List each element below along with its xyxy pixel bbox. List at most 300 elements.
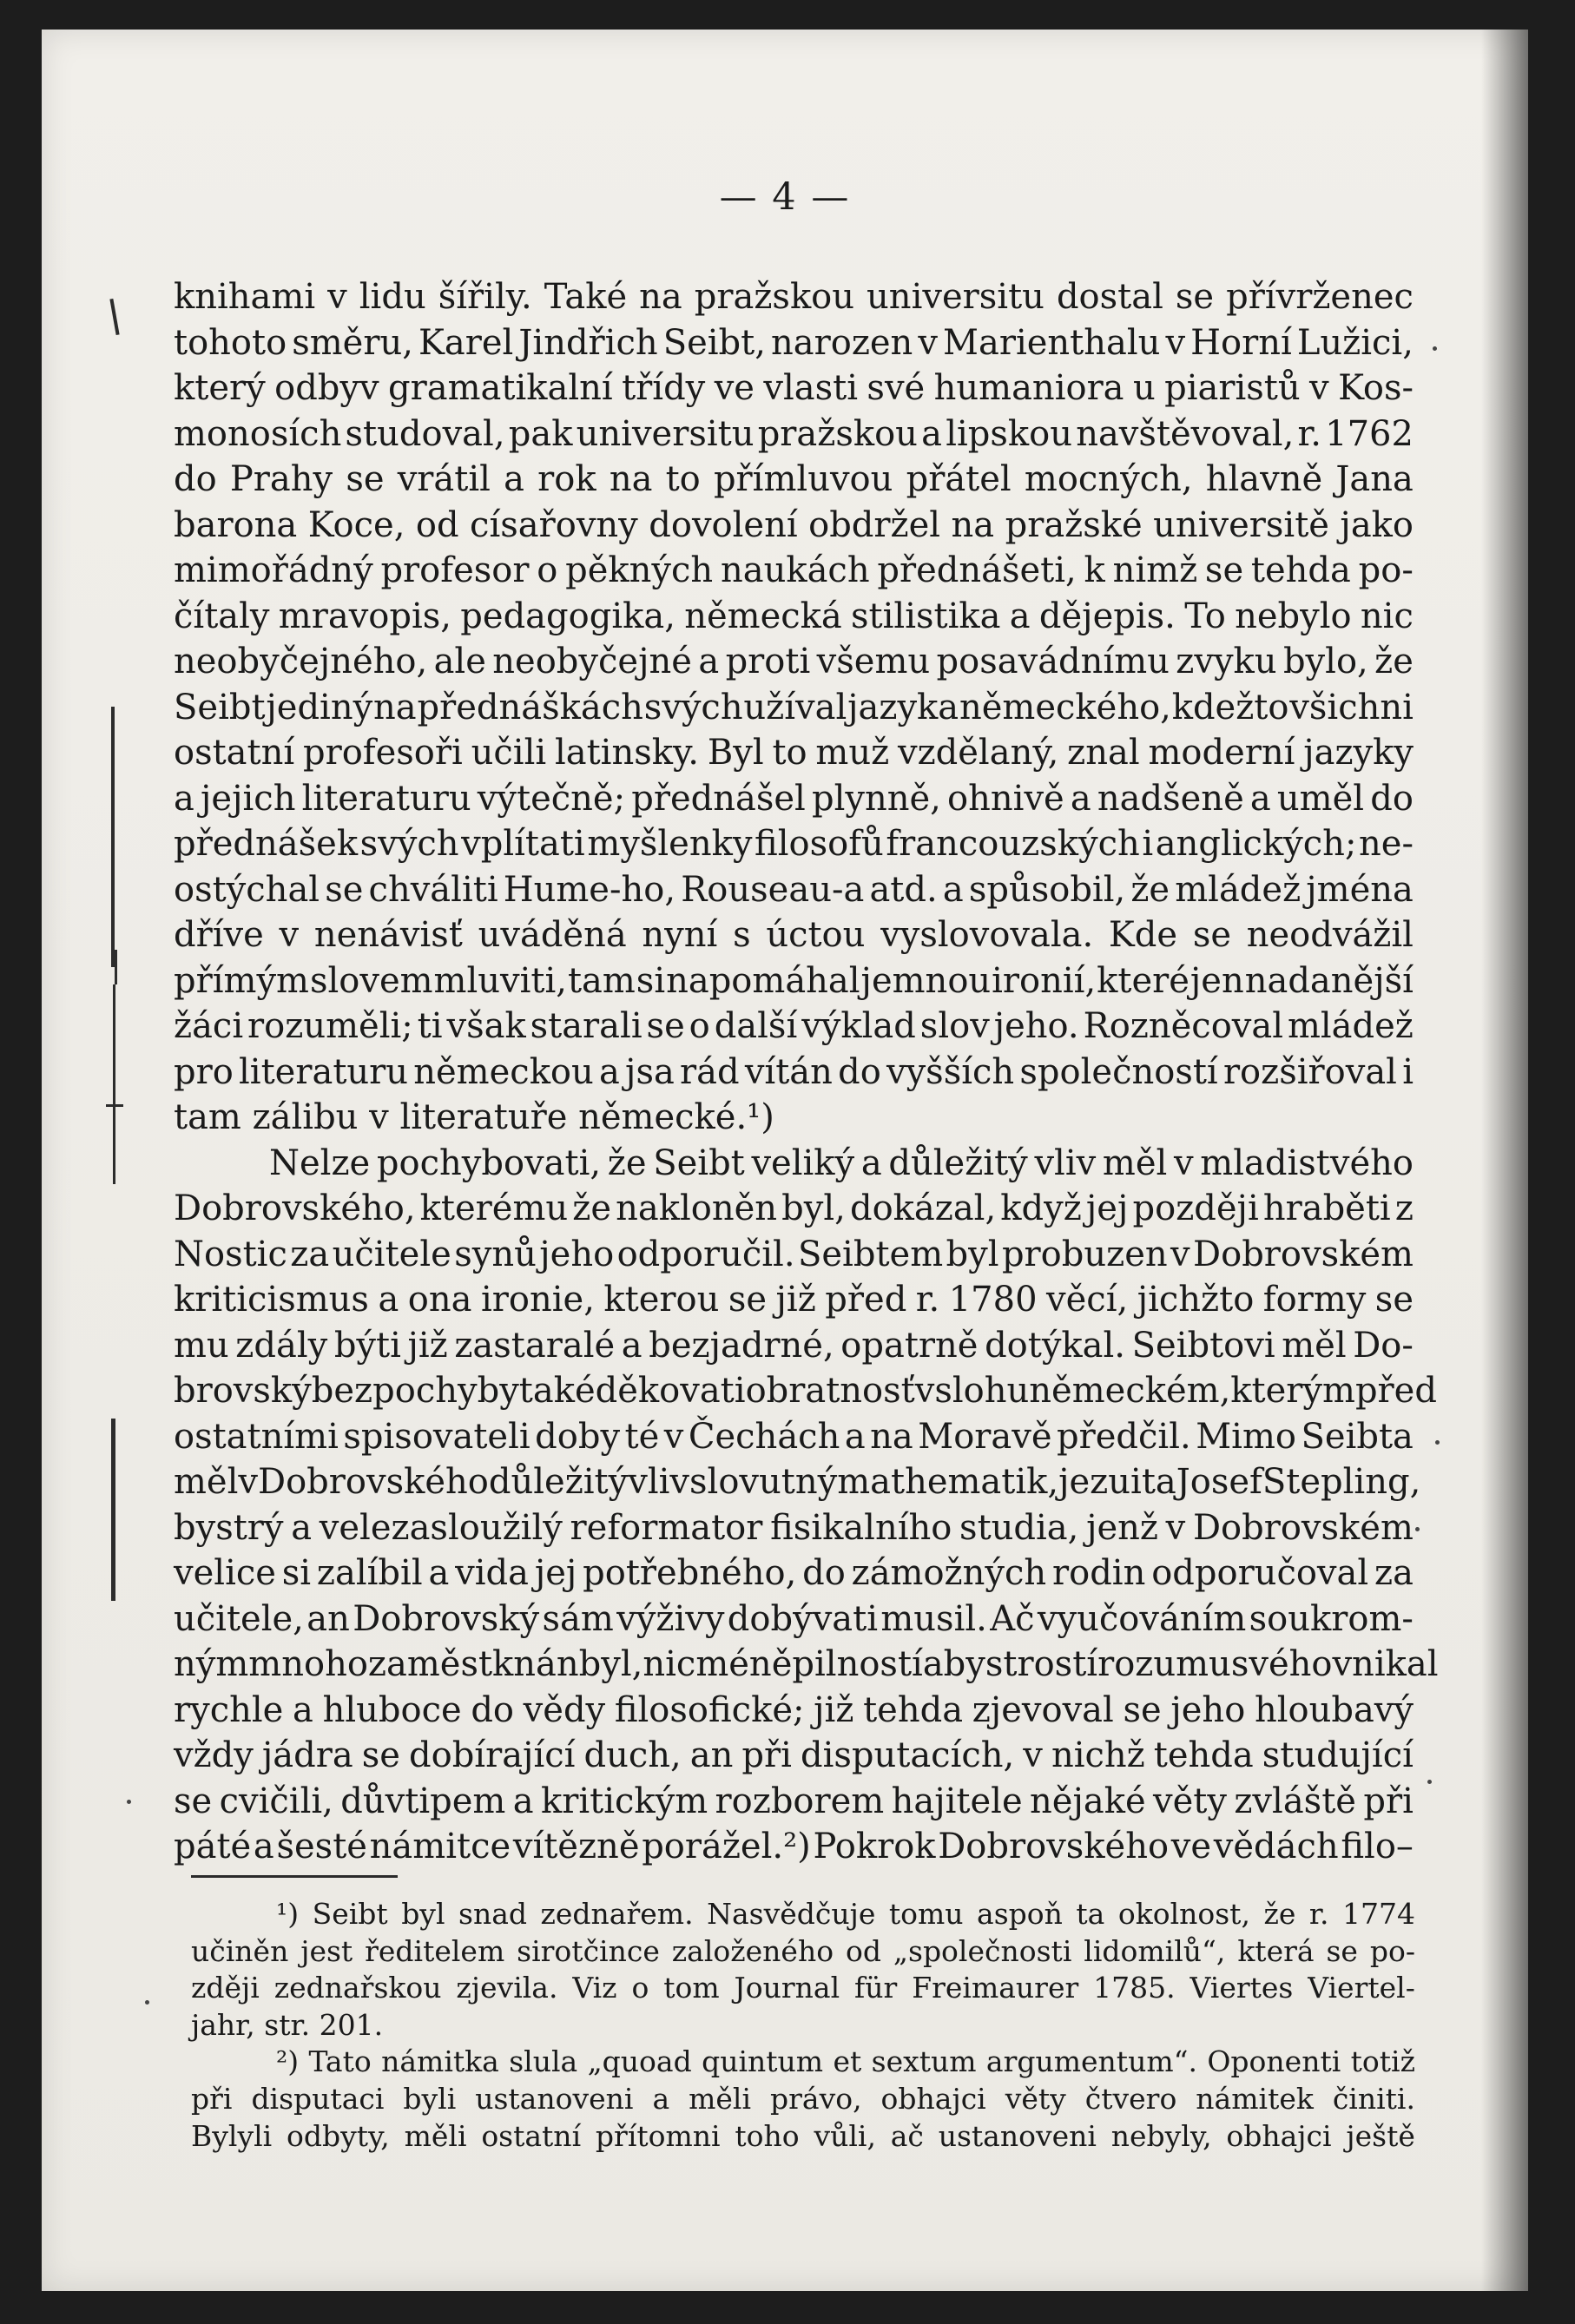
word: se bbox=[1175, 277, 1215, 317]
word: německou bbox=[413, 1051, 594, 1092]
text-line bbox=[174, 548, 1414, 594]
word: úctou bbox=[766, 915, 866, 955]
text-line bbox=[174, 1505, 1414, 1551]
paper-speck bbox=[1435, 1440, 1440, 1445]
word: do bbox=[471, 1689, 514, 1730]
word: Viertel- bbox=[1308, 1971, 1415, 2005]
word: měli bbox=[404, 2118, 467, 2153]
word: anglických; bbox=[1155, 824, 1357, 864]
word: zvyku bbox=[1176, 642, 1277, 681]
word: a bbox=[598, 1051, 620, 1092]
paper-speck bbox=[145, 2000, 149, 2005]
margin-pencil-mark bbox=[115, 950, 117, 984]
word: Jana bbox=[1335, 459, 1414, 499]
word: v bbox=[663, 1416, 684, 1457]
word: jeho bbox=[539, 1234, 615, 1274]
word: do bbox=[838, 1051, 881, 1092]
word: napomáhal bbox=[666, 960, 860, 1001]
word: a bbox=[621, 1325, 643, 1366]
word: reformator bbox=[570, 1507, 763, 1548]
word: filo– bbox=[1341, 1827, 1414, 1866]
paper-speck bbox=[127, 1800, 131, 1804]
word: při bbox=[191, 2081, 233, 2116]
word: přednášek bbox=[174, 824, 359, 864]
word: pražské bbox=[1005, 504, 1143, 545]
word: to bbox=[772, 733, 807, 773]
word: okolnost, bbox=[1117, 1897, 1250, 1931]
text-line-paragraph-end: tam zálibu v literatuře německé.¹) bbox=[174, 1097, 774, 1137]
word: tom bbox=[663, 1971, 720, 2005]
word: vůli, bbox=[814, 2118, 876, 2153]
text-line bbox=[174, 867, 1414, 913]
word: na bbox=[951, 504, 995, 545]
word: se bbox=[1326, 1933, 1358, 1968]
margin-pencil-mark bbox=[113, 984, 115, 1184]
word: učitele bbox=[332, 1234, 451, 1274]
word: vnikal bbox=[1332, 1644, 1439, 1684]
text-line bbox=[174, 411, 1414, 458]
word: ironií, bbox=[992, 960, 1097, 1001]
footnote-line bbox=[191, 2118, 1415, 2156]
text-line bbox=[174, 1597, 1414, 1643]
word: a bbox=[922, 1644, 944, 1684]
word: a bbox=[921, 413, 942, 454]
word: 1785. bbox=[1093, 1971, 1176, 2005]
word: nebyly, bbox=[1110, 2118, 1212, 2153]
word: tomu bbox=[888, 1897, 964, 1931]
word: profesor bbox=[380, 550, 530, 590]
word: páté bbox=[174, 1827, 252, 1866]
word: Seibtem bbox=[797, 1234, 944, 1274]
word: naukách bbox=[720, 550, 870, 590]
word: a bbox=[253, 1827, 274, 1866]
word: šířily. bbox=[438, 277, 532, 317]
word: neobyčejné bbox=[492, 642, 692, 681]
word: po- bbox=[1369, 1933, 1415, 1968]
word: dotýkal. bbox=[985, 1325, 1126, 1366]
word: Josef bbox=[1176, 1462, 1262, 1502]
word: věty bbox=[1005, 2081, 1066, 2116]
word: literaturu bbox=[239, 1051, 409, 1092]
word: do bbox=[1370, 778, 1414, 819]
word: dříve bbox=[174, 915, 264, 955]
word: potřebného, bbox=[583, 1553, 797, 1593]
word: hraběti bbox=[1262, 1188, 1391, 1228]
word: formy bbox=[1262, 1280, 1367, 1320]
word: pedagogika, bbox=[460, 596, 675, 636]
word: knihami bbox=[174, 277, 316, 317]
word: chváliti bbox=[368, 869, 498, 910]
text-line bbox=[174, 1459, 1421, 1505]
word: gramatikalní bbox=[388, 368, 613, 408]
word: měl bbox=[174, 1462, 239, 1502]
text-line bbox=[174, 639, 1414, 685]
text-line bbox=[174, 776, 1414, 822]
word: Do- bbox=[1353, 1325, 1414, 1366]
word: musil. bbox=[880, 1598, 987, 1639]
word: bylo, bbox=[1282, 642, 1368, 681]
word: posavádnímu bbox=[936, 642, 1170, 681]
word: Seibta bbox=[1301, 1416, 1414, 1457]
word: Kde bbox=[1108, 915, 1178, 955]
word: dějepis. bbox=[1038, 596, 1176, 636]
word: nebylo bbox=[1235, 596, 1352, 636]
word: pilností bbox=[792, 1644, 923, 1684]
word: vědy bbox=[523, 1689, 606, 1730]
word: rozuměli; bbox=[247, 1006, 413, 1046]
word: nakloněn bbox=[616, 1188, 778, 1228]
word: jazyka bbox=[847, 687, 959, 727]
word: a bbox=[291, 1507, 313, 1548]
word: a bbox=[1009, 596, 1031, 636]
word: a bbox=[428, 1553, 450, 1593]
word: přátel bbox=[906, 459, 1012, 499]
word: ředitelem bbox=[365, 1933, 505, 1968]
word: nenávisť bbox=[313, 915, 463, 955]
word: profesoři bbox=[302, 733, 463, 773]
word: Čechách bbox=[688, 1416, 840, 1457]
word: námitce bbox=[369, 1827, 511, 1866]
word: za bbox=[290, 1234, 330, 1274]
word: probuzen bbox=[1001, 1234, 1168, 1274]
word: také bbox=[518, 1371, 596, 1411]
word: vlasti bbox=[763, 368, 859, 408]
word: Kos- bbox=[1338, 368, 1414, 408]
word: monosích bbox=[174, 413, 342, 454]
text-line bbox=[174, 1368, 1437, 1414]
word: učili bbox=[471, 733, 547, 773]
text-line bbox=[174, 1323, 1414, 1369]
word: muž bbox=[815, 733, 890, 773]
footnotes bbox=[191, 1896, 1415, 2155]
word: zámožných bbox=[851, 1553, 1047, 1593]
word: německého, bbox=[959, 687, 1171, 727]
word: r. bbox=[1308, 1897, 1329, 1931]
word: si bbox=[281, 1553, 312, 1593]
word: Seibt bbox=[653, 1142, 745, 1183]
word: vědách bbox=[1213, 1827, 1339, 1866]
word: Viz bbox=[572, 1971, 617, 2005]
word: bystrostí bbox=[943, 1644, 1098, 1684]
word: ným bbox=[174, 1644, 249, 1684]
word: Nelze bbox=[269, 1142, 371, 1183]
word: se bbox=[728, 1280, 768, 1320]
text-line bbox=[174, 912, 1414, 958]
word: tehda bbox=[863, 1689, 964, 1730]
word: an bbox=[689, 1735, 734, 1775]
footnote-line bbox=[191, 1970, 1415, 2007]
word: odbyv bbox=[274, 368, 379, 408]
word: jeho bbox=[1170, 1689, 1246, 1730]
word: svých bbox=[643, 687, 743, 727]
word: Dobrovského bbox=[938, 1827, 1170, 1866]
word: se bbox=[1192, 915, 1232, 955]
word: ostatní bbox=[174, 733, 295, 773]
paper-speck bbox=[1433, 346, 1437, 351]
word: Hume-ho, bbox=[503, 869, 676, 910]
word: rychle bbox=[174, 1689, 284, 1730]
word: šesté bbox=[276, 1827, 367, 1866]
word: Také bbox=[544, 277, 628, 317]
word: výtečně; bbox=[477, 778, 626, 819]
text-line bbox=[174, 958, 1414, 1004]
word: přednáškách bbox=[417, 687, 643, 727]
word: obhajci bbox=[880, 2081, 986, 2116]
word: býti bbox=[333, 1325, 401, 1366]
word: obhajci bbox=[1226, 2118, 1332, 2153]
word: odporučil. bbox=[616, 1234, 795, 1274]
word: slovutný bbox=[689, 1462, 838, 1502]
word: výživy bbox=[616, 1598, 725, 1639]
word: Byl bbox=[707, 733, 764, 773]
text-line bbox=[174, 594, 1414, 640]
word: vrátil bbox=[397, 459, 491, 499]
word: znal bbox=[1067, 733, 1140, 773]
word: svých bbox=[359, 824, 459, 864]
word: však bbox=[446, 1006, 526, 1046]
text-line bbox=[174, 730, 1414, 776]
word: 1762 bbox=[1325, 413, 1414, 454]
word: „quoad bbox=[587, 2044, 692, 2079]
word: že bbox=[607, 1142, 647, 1183]
word: To bbox=[1184, 596, 1226, 636]
word: aspoň bbox=[977, 1897, 1063, 1931]
word: an bbox=[306, 1598, 350, 1639]
footnote-line bbox=[191, 1896, 1415, 1933]
word: jádra bbox=[261, 1735, 353, 1775]
word: byl bbox=[401, 1897, 445, 1931]
word: zednařskou bbox=[273, 1971, 442, 2005]
word: důvtipem bbox=[340, 1781, 506, 1821]
word: v bbox=[279, 915, 300, 955]
word: ostatními bbox=[174, 1416, 339, 1457]
word: piaristů bbox=[1164, 368, 1301, 408]
word: tohoto bbox=[174, 322, 287, 363]
word: se bbox=[646, 1006, 685, 1046]
word: v bbox=[1309, 368, 1329, 408]
word: Rozněcoval bbox=[1083, 1006, 1284, 1046]
word: rok bbox=[537, 459, 596, 499]
word: byl, bbox=[578, 1644, 643, 1684]
word: od bbox=[846, 1933, 881, 1968]
word: lidu bbox=[359, 277, 426, 317]
word: Jindřich bbox=[518, 322, 658, 363]
word: nyní bbox=[642, 915, 718, 955]
word: učitele, bbox=[174, 1598, 304, 1639]
word: Seibtovi bbox=[1131, 1325, 1275, 1366]
word: přívrženec bbox=[1226, 277, 1414, 317]
word: třídy bbox=[622, 368, 706, 408]
word: uměl bbox=[1276, 778, 1365, 819]
word: dokázal, bbox=[849, 1188, 997, 1228]
word: vyučováním bbox=[1037, 1598, 1247, 1639]
word: Viertes bbox=[1189, 1971, 1294, 2005]
word: jej bbox=[1085, 1188, 1129, 1228]
word: a bbox=[844, 1416, 866, 1457]
word: že bbox=[1374, 642, 1414, 681]
word: neodvážil bbox=[1246, 915, 1414, 955]
word: další bbox=[714, 1006, 798, 1046]
word: mládež bbox=[1287, 1006, 1414, 1046]
word: předčil. bbox=[1057, 1416, 1191, 1457]
word: důležitý bbox=[488, 1462, 629, 1502]
word: které bbox=[1097, 960, 1189, 1001]
word: disputaci bbox=[251, 2081, 385, 2116]
margin-pencil-mark bbox=[111, 1419, 115, 1601]
word: Dobrovského, bbox=[174, 1188, 416, 1228]
word: věcí, bbox=[1046, 1280, 1129, 1320]
word: v bbox=[918, 322, 938, 363]
word: v bbox=[1165, 1507, 1186, 1548]
word: Rouseau-a bbox=[681, 869, 865, 910]
margin-pencil-mark bbox=[111, 707, 115, 967]
word: po- bbox=[1358, 550, 1414, 590]
word: mluviti, bbox=[433, 960, 567, 1001]
footnote-line bbox=[191, 1933, 1415, 1971]
word: zvláště bbox=[1234, 1781, 1356, 1821]
word: právo, bbox=[770, 2081, 862, 2116]
word: v bbox=[914, 1371, 935, 1411]
word: zjevoval bbox=[972, 1689, 1114, 1730]
word: mu bbox=[174, 1325, 229, 1366]
word: tehda bbox=[1153, 1735, 1254, 1775]
word: se bbox=[346, 459, 385, 499]
word: a bbox=[942, 869, 964, 910]
word: o bbox=[689, 1006, 710, 1046]
text-line bbox=[174, 1824, 1414, 1870]
word: vyslovovala. bbox=[880, 915, 1094, 955]
word: o bbox=[537, 550, 558, 590]
word: svého bbox=[1230, 1644, 1333, 1684]
word: měl bbox=[1102, 1142, 1168, 1183]
word: obratnosť bbox=[745, 1371, 915, 1411]
word: mladistvého bbox=[1200, 1142, 1414, 1183]
word: Karel bbox=[418, 322, 514, 363]
word: před bbox=[825, 1280, 907, 1320]
word: výklad bbox=[801, 1006, 916, 1046]
word: Seibt, bbox=[662, 322, 766, 363]
word: ustanoveni bbox=[475, 2081, 634, 2116]
word: obdržel bbox=[808, 504, 941, 545]
word: měl bbox=[1282, 1325, 1347, 1366]
word: Dobrovském bbox=[1193, 1234, 1414, 1274]
word: vyšších bbox=[886, 1051, 1015, 1092]
word: ostatní bbox=[481, 2118, 582, 2153]
word: dovolení bbox=[649, 504, 798, 545]
word: ale bbox=[433, 642, 486, 681]
word: při bbox=[741, 1735, 792, 1775]
word: kterým bbox=[1230, 1371, 1355, 1411]
word: důležitý bbox=[888, 1142, 1028, 1183]
word: vždy bbox=[174, 1735, 254, 1775]
word: do bbox=[802, 1553, 846, 1593]
word: ²) bbox=[276, 2044, 300, 2079]
word: nicméně bbox=[643, 1644, 793, 1684]
word: studia, bbox=[959, 1507, 1079, 1548]
word: Stepling, bbox=[1262, 1462, 1421, 1502]
word: mládež bbox=[1175, 869, 1302, 910]
word: Dobrovský bbox=[353, 1598, 540, 1639]
word: nějaké bbox=[1030, 1781, 1146, 1821]
word: velice bbox=[174, 1553, 276, 1593]
word: že bbox=[1130, 869, 1170, 910]
word: snad bbox=[458, 1897, 528, 1931]
word: plynně, bbox=[811, 778, 941, 819]
word: společností bbox=[1019, 1051, 1218, 1092]
word: zaměstknán bbox=[367, 1644, 579, 1684]
word: v bbox=[238, 1462, 259, 1502]
word: již bbox=[407, 1325, 448, 1366]
word: přednášeti, bbox=[877, 550, 1077, 590]
word: ona bbox=[407, 1280, 472, 1320]
word: čítaly bbox=[174, 596, 270, 636]
word: mimořádný bbox=[174, 550, 373, 590]
word: slula bbox=[509, 2044, 578, 2079]
word: se bbox=[174, 1781, 213, 1821]
text-line bbox=[174, 1186, 1414, 1232]
word: ¹) bbox=[276, 1897, 300, 1931]
word: Ač bbox=[990, 1598, 1035, 1639]
word: která bbox=[1237, 1933, 1315, 1968]
word: sextum bbox=[871, 2044, 977, 2079]
word: sám bbox=[542, 1598, 614, 1639]
word: své bbox=[867, 368, 926, 408]
word: bezpochyby bbox=[311, 1371, 519, 1411]
word: ne- bbox=[1359, 824, 1414, 864]
word: veliký bbox=[751, 1142, 855, 1183]
word: a bbox=[1249, 778, 1271, 819]
word: i bbox=[1402, 1051, 1414, 1092]
word: jenž bbox=[1086, 1507, 1158, 1548]
word: zději bbox=[191, 1971, 260, 2005]
word: studoval, bbox=[345, 413, 505, 454]
word: a bbox=[293, 1689, 313, 1730]
word: z bbox=[1394, 1188, 1414, 1228]
margin-pencil-mark bbox=[106, 1104, 123, 1107]
word: ostýchal bbox=[174, 869, 320, 910]
main-text bbox=[174, 274, 1439, 1870]
word: žáci bbox=[174, 1006, 244, 1046]
word: totiž bbox=[1350, 2044, 1415, 2079]
word: i bbox=[1142, 824, 1154, 864]
page-edge-shadow bbox=[1481, 30, 1528, 2291]
word: navštěvoval, bbox=[1076, 413, 1295, 454]
word: vliv bbox=[1034, 1142, 1097, 1183]
text-line bbox=[174, 320, 1414, 366]
word: zdály bbox=[235, 1325, 328, 1366]
word: synů bbox=[454, 1234, 537, 1274]
word: proti bbox=[725, 642, 811, 681]
text-line bbox=[174, 1004, 1414, 1050]
text-line bbox=[174, 1733, 1414, 1779]
text-line bbox=[174, 1277, 1414, 1323]
word: a bbox=[174, 778, 194, 819]
word: jména bbox=[1306, 869, 1414, 910]
word: který bbox=[174, 368, 266, 408]
word: od bbox=[415, 504, 459, 545]
word: duch, bbox=[583, 1735, 682, 1775]
word: velezasloužilý bbox=[319, 1507, 563, 1548]
word: kriticismus bbox=[174, 1280, 369, 1320]
word: děkovati bbox=[595, 1371, 746, 1411]
word: na bbox=[639, 277, 682, 317]
word: pro bbox=[174, 1051, 234, 1092]
word: mocných, bbox=[1024, 459, 1193, 499]
word: jichžto bbox=[1137, 1280, 1255, 1320]
word: Horní bbox=[1190, 322, 1292, 363]
word: jeho. bbox=[993, 1006, 1079, 1046]
word: jemnou bbox=[860, 960, 992, 1001]
